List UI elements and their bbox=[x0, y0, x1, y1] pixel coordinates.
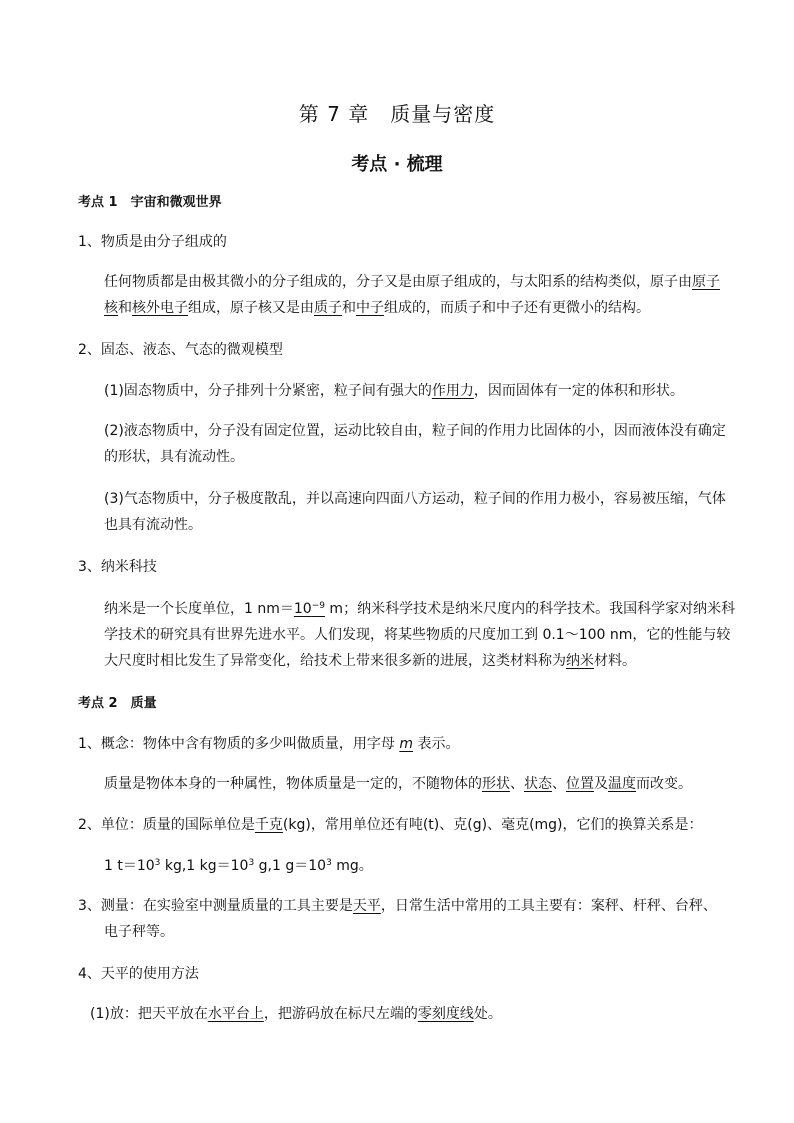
item-2-liquid-line-2: 的形状，具有流动性。 bbox=[104, 449, 244, 465]
answer-blank: m bbox=[399, 736, 413, 752]
item-2-solid: (1)固态物质中，分子排列十分紧密，粒子间有强大的作用力，因而固体有一定的体积和形状。 bbox=[104, 383, 684, 399]
answer-blank: 作用力 bbox=[431, 383, 474, 399]
answer-blank: 质子 bbox=[314, 300, 342, 316]
answer-blank: 形状 bbox=[482, 776, 510, 792]
answer-blank: 核外电子 bbox=[132, 300, 188, 316]
answer-blank: 位置 bbox=[566, 776, 594, 792]
chapter-title: 第 7 章 质量与密度 bbox=[298, 102, 496, 126]
kaodian-1-heading: 考点 1 宇宙和微观世界 bbox=[78, 195, 222, 210]
unit-conversion: 1 $t=10^3$ kg,1 $kg=10^3$ g,1 $g=10^3$ mg。 bbox=[104, 858, 373, 874]
kaodian-2-heading: 考点 2 质量 bbox=[78, 696, 157, 711]
item-2-liquid-line-1: (2)液态物质中，分子没有固定位置，运动比较自由，粒子间的作用力比固体的小，因而液体没有确定 bbox=[104, 423, 726, 439]
answer-blank: 温度 bbox=[608, 776, 636, 792]
mass-property: 质量是物体本身的一种属性，物体质量是一定的，不随物体的形状、状态、位置及温度而改变。 bbox=[104, 776, 692, 792]
mass-measurement-line-2: 电子秤等。 bbox=[104, 924, 174, 940]
item-1-line-2: 核和核外电子组成，原子核又是由质子和中子组成的，而质子和中子还有更微小的结构。 bbox=[104, 300, 650, 316]
answer-blank: $10^{-9}$ bbox=[293, 601, 325, 617]
answer-blank: 核 bbox=[104, 300, 118, 316]
balance-usage-heading: 4、天平的使用方法 bbox=[78, 966, 199, 982]
answer-blank: 天平 bbox=[352, 898, 381, 914]
answer-blank: 状态 bbox=[524, 776, 552, 792]
answer-blank: 零刻度线 bbox=[417, 1006, 474, 1022]
mass-measurement-line-1: 3、测量：在实验室中测量质量的工具主要是天平，日常生活中常用的工具主要有：案秤、杆秤、台秤、 bbox=[78, 898, 717, 914]
item-2-gas-line-1: (3)气态物质中，分子极度散乱，并以高速向四面八方运动，粒子间的作用力极小，容易被压缩，气体 bbox=[104, 491, 726, 507]
answer-blank: 纳米 bbox=[566, 653, 594, 669]
answer-blank: 水平台上 bbox=[207, 1006, 264, 1022]
item-1-heading: 1、物质是由分子组成的 bbox=[78, 234, 227, 250]
mass-concept: 1、概念：物体中含有物质的多少叫做质量，用字母 m 表示。 bbox=[78, 736, 460, 752]
item-3-heading: 3、纳米科技 bbox=[78, 559, 157, 575]
item-2-heading: 2、固态、液态、气态的微观模型 bbox=[78, 342, 283, 358]
answer-blank: 中子 bbox=[356, 300, 384, 316]
answer-blank: 原子 bbox=[692, 274, 720, 290]
item-3-line-3: 大尺度时相比发生了异常变化，给技术上带来很多新的进展，这类材料称为纳米材料。 bbox=[104, 653, 636, 669]
answer-blank: 千克 bbox=[254, 817, 283, 833]
item-3-line-2: 学技术的研究具有世界先进水平。人们发现，将某些物质的尺度加工到 0.1～100 nm，它的性能与较 bbox=[104, 627, 731, 643]
mass-unit: 2、单位：质量的国际单位是千克(kg)，常用单位还有吨(t)、克(g)、毫克(mg)，它们的换算关系是： bbox=[78, 817, 703, 833]
item-1-line-1: 任何物质都是由极其微小的分子组成的，分子又是由原子组成的，与太阳系的结构类似，原子由原子 bbox=[104, 274, 720, 290]
item-2-gas-line-2: 也具有流动性。 bbox=[104, 517, 202, 533]
balance-step-1: (1)放：把天平放在水平台上，把游码放在标尺左端的零刻度线处。 bbox=[90, 1006, 502, 1022]
item-3-line-1: 纳米是一个长度单位，1 $nm=10^{-9}$ m；纳米科学技术是纳米尺度内的科学技术。我国科学家对纳米科 bbox=[104, 601, 736, 617]
section-subtitle: 考点 · 梳理 bbox=[351, 154, 443, 175]
